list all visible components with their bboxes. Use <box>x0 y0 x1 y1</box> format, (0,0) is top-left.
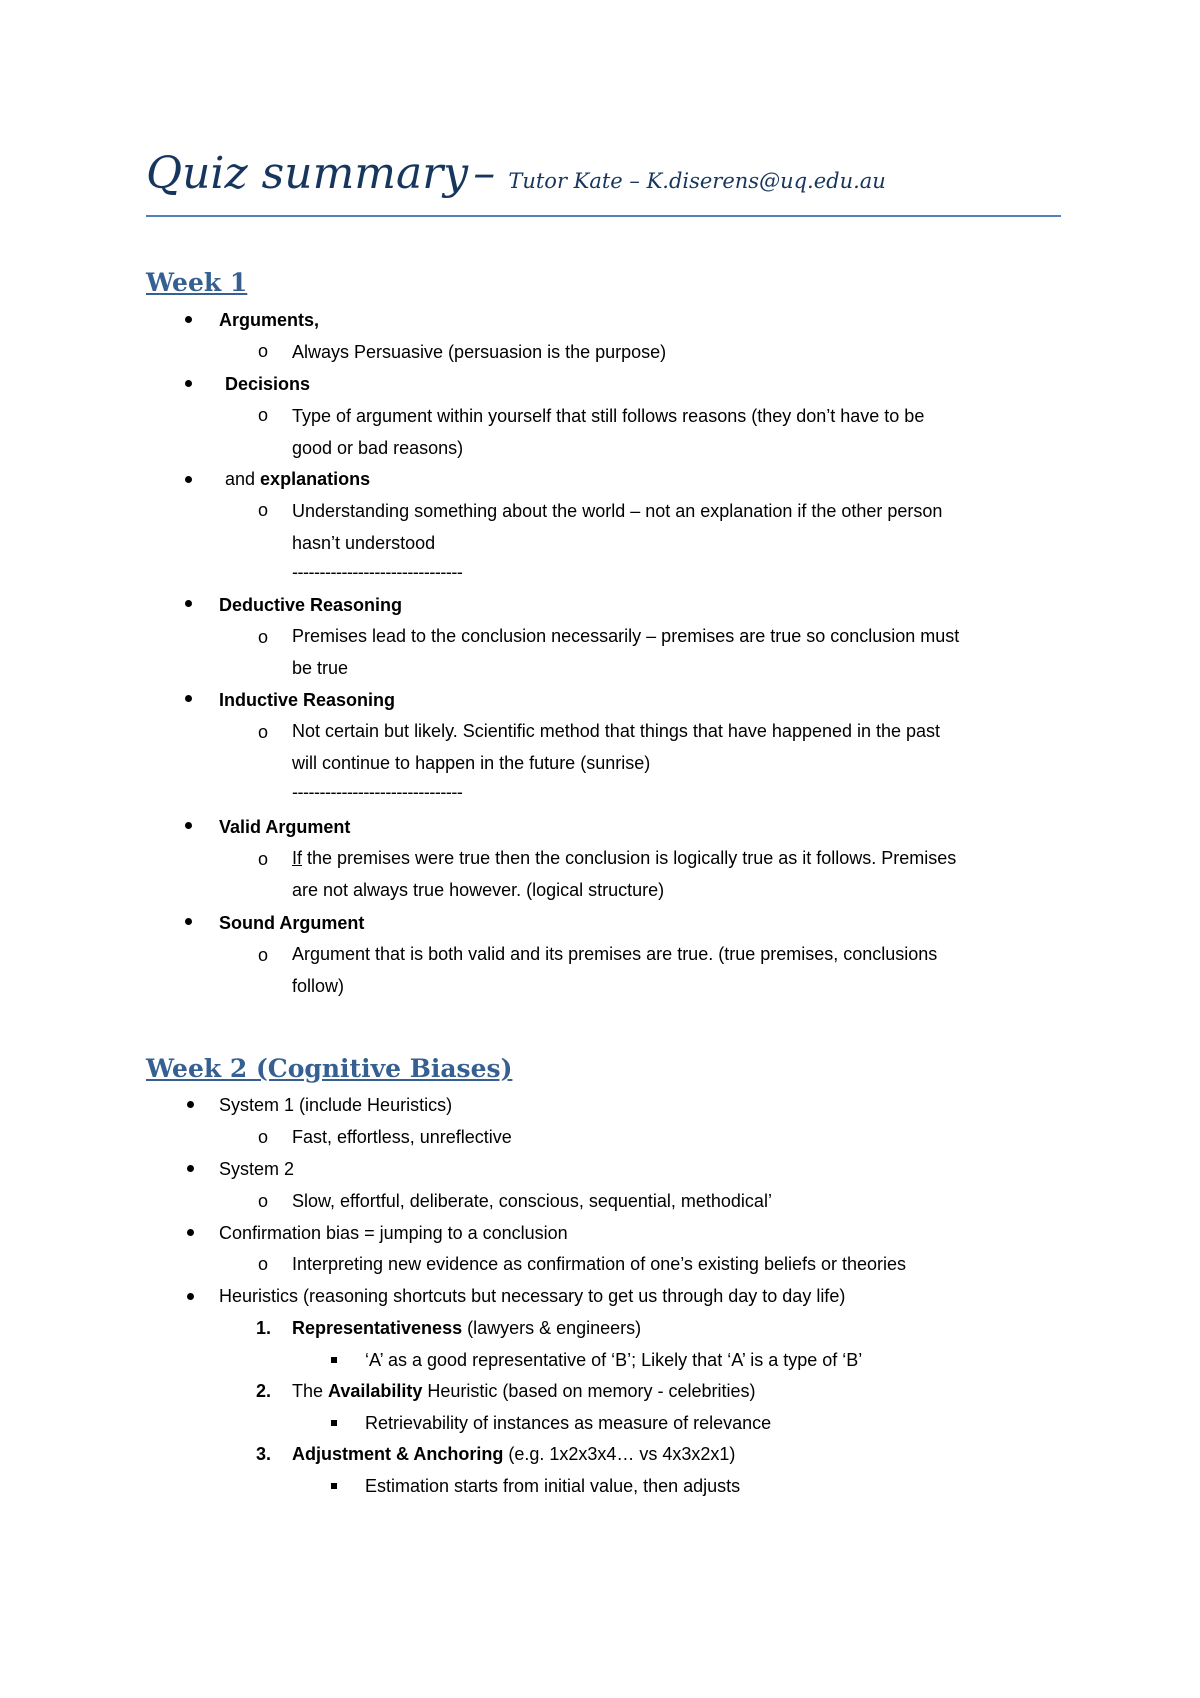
list-item-heuristics: Heuristics (reasoning shortcuts but necessary to get us through day to day life) <box>219 1286 846 1306</box>
sub-item-continued: are not always true however. (logical structure) <box>292 880 665 900</box>
numbered-marker: 1. <box>256 1318 272 1338</box>
circle-bullet-icon: o <box>258 627 269 647</box>
list-item-valid: Valid Argument <box>219 817 351 837</box>
list-item-system-1: System 1 (include Heuristics) <box>219 1095 453 1115</box>
sub-item-continued: will continue to happen in the future (sunrise) <box>292 753 651 773</box>
title-underline <box>146 215 1061 217</box>
numbered-marker: 3. <box>256 1444 272 1464</box>
list-item-explanations: and explanations <box>225 469 371 489</box>
sub-item: Argument that is both valid and its premises are true. (true premises, conclusions <box>292 944 938 964</box>
bullet-icon <box>185 380 192 387</box>
separator-line: ------------------------------- <box>292 562 463 582</box>
list-item-deductive: Deductive Reasoning <box>219 595 403 615</box>
sub-item: Not certain but likely. Scientific method that things that have happened in the past <box>292 721 941 741</box>
numbered-item-anchoring: Adjustment & Anchoring (e.g. 1x2x3x4… vs 4x3x2x1) <box>292 1444 736 1464</box>
separator-line: ------------------------------- <box>292 782 463 802</box>
sub-sub-item: Estimation starts from initial value, then adjusts <box>365 1476 741 1496</box>
sub-item: Interpreting new evidence as confirmation of one’s existing beliefs or theories <box>292 1254 907 1274</box>
bullet-icon <box>187 1165 194 1172</box>
circle-bullet-icon: o <box>258 722 269 742</box>
sub-item: If the premises were true then the conclusion is logically true as it follows. Premises <box>292 848 957 868</box>
list-item-arguments: Arguments, <box>219 310 320 330</box>
list-item-inductive: Inductive Reasoning <box>219 690 396 710</box>
sub-item-continued: be true <box>292 658 349 678</box>
bullet-icon <box>185 476 192 483</box>
bullet-icon <box>185 600 192 607</box>
bullet-icon <box>185 918 192 925</box>
list-item-confirmation-bias: Confirmation bias = jumping to a conclusion <box>219 1223 568 1243</box>
square-bullet-icon <box>331 1357 337 1363</box>
bullet-icon <box>187 1229 194 1236</box>
sub-item-continued: follow) <box>292 976 345 996</box>
circle-bullet-icon: o <box>258 405 269 425</box>
sub-item: Always Persuasive (persuasion is the purpose) <box>292 342 667 362</box>
circle-bullet-icon: o <box>258 341 269 361</box>
numbered-marker: 2. <box>256 1381 272 1401</box>
sub-item: Slow, effortful, deliberate, conscious, sequential, methodical’ <box>292 1191 772 1211</box>
sub-item: Type of argument within yourself that still follows reasons (they don’t have to be <box>292 406 925 426</box>
bullet-icon <box>187 1101 194 1108</box>
sub-sub-item: ‘A’ as a good representative of ‘B’; Likely that ‘A’ is a type of ‘B’ <box>365 1350 863 1370</box>
sub-item: Understanding something about the world – not an explanation if the other person <box>292 501 943 521</box>
list-item-decisions: Decisions <box>225 374 311 394</box>
numbered-item-availability: The Availability Heuristic (based on memory - celebrities) <box>292 1381 756 1401</box>
numbered-item-representativeness: Representativeness (lawyers & engineers) <box>292 1318 642 1338</box>
circle-bullet-icon: o <box>258 1191 269 1211</box>
heading-week-1: Week 1 <box>146 268 248 297</box>
title-main: Quiz summary <box>146 148 469 199</box>
circle-bullet-icon: o <box>258 945 269 965</box>
list-item-sound: Sound Argument <box>219 913 365 933</box>
circle-bullet-icon: o <box>258 500 269 520</box>
title-dash: – <box>473 148 496 199</box>
sub-item-continued: hasn’t understood <box>292 533 436 553</box>
bullet-icon <box>185 822 192 829</box>
bullet-icon <box>187 1293 194 1300</box>
list-item-system-2: System 2 <box>219 1159 295 1179</box>
heading-week-2: Week 2 (Cognitive Biases) <box>146 1054 513 1083</box>
square-bullet-icon <box>331 1483 337 1489</box>
sub-item: Premises lead to the conclusion necessarily – premises are true so conclusion must <box>292 626 960 646</box>
document-title <box>146 148 1061 199</box>
circle-bullet-icon: o <box>258 849 269 869</box>
circle-bullet-icon: o <box>258 1254 269 1274</box>
sub-item: Fast, effortless, unreflective <box>292 1127 512 1147</box>
bullet-icon <box>185 316 192 323</box>
square-bullet-icon <box>331 1420 337 1426</box>
sub-sub-item: Retrievability of instances as measure of relevance <box>365 1413 772 1433</box>
title-subtitle: Tutor Kate – K.diserens@uq.edu.au <box>508 169 886 193</box>
sub-item-continued: good or bad reasons) <box>292 438 464 458</box>
bullet-icon <box>185 695 192 702</box>
circle-bullet-icon: o <box>258 1127 269 1147</box>
